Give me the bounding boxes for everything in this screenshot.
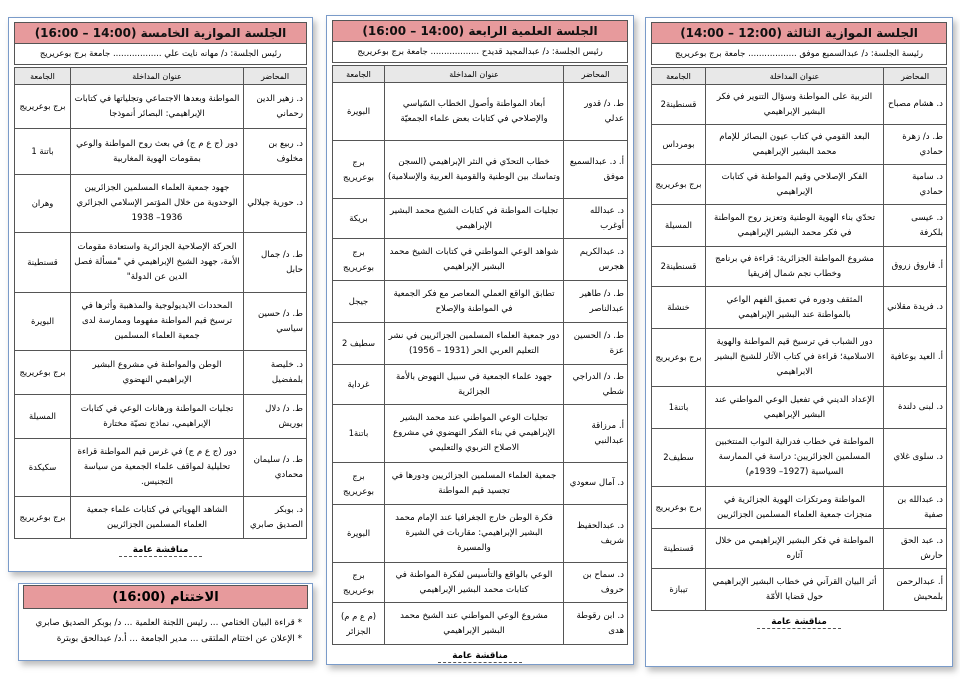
speaker: د. سماح بن حروف [564,563,628,603]
table-row [333,405,628,463]
university: برج بوعريريج [15,351,71,395]
speaker: ط. د/ الحسين عزة [564,323,628,365]
university: سكيكدة [15,439,71,497]
university: المسيلة [15,395,71,439]
speaker: أ. فاروق زروق [884,247,947,287]
university: باتنة 1 [15,129,71,175]
table-row [652,529,947,569]
session-table [651,67,947,611]
session-panel-third [645,17,953,667]
talk-title: المواطنة في فكر البشير الإبراهيمي من خلال آثاره [706,529,884,569]
table-row [15,233,307,293]
session-chair: رئيس الجلسة: د/ مهانه نايت علي .................. جامعة برج بوعريريج [14,44,307,65]
university: برج بوعريريج [333,141,385,199]
table-row [333,563,628,603]
speaker: د. لبنى دلندة [884,387,947,429]
university: برج بوعريريج [333,563,385,603]
table-row [15,175,307,233]
table-row [15,85,307,129]
table-row [333,199,628,239]
speaker: د. عبدالحفيظ شريف [564,505,628,563]
talk-title: دور جمعية العلماء المسلمين الجزائريين في نشر التعليم العربي الحر (1931 – 1956) [385,323,564,365]
university: تيبازة [652,569,706,611]
university: (م ع م م) الجزائر [333,603,385,645]
table-row [333,463,628,505]
speaker: د. عبد الحق حارش [884,529,947,569]
table-row [652,287,947,329]
table-row [652,165,947,205]
session-panel-fourth [326,15,634,665]
general-discussion [9,545,312,555]
talk-title: المواطنة في خطاب فدرالية النواب المنتخبين المسلمين الجزائريين: دراسة في الممارسة السياسية (1927– 1939م) [706,429,884,487]
university: قسنطينة [652,529,706,569]
closing-panel [18,583,313,661]
session-table [14,67,307,539]
table-row [652,125,947,165]
talk-title: فكرة الوطن خارج الجغرافيا عند الإمام محمد البشير الإبراهيمي: مقاربات في الشيرة والمسيرة [385,505,564,563]
university: بريكة [333,199,385,239]
table-row [652,329,947,387]
table-row [333,603,628,645]
table-row [15,439,307,497]
table-row [652,429,947,487]
university: باتنة1 [333,405,385,463]
talk-title: دور (ج ع م ج) في غرس قيم المواطنة قراءة تحليلية لمواقف علماء الجمعية من سياسة التجنيس. [71,439,244,497]
university: برج بوعريريج [15,497,71,539]
speaker: د. خليصة بلمفضيل [244,351,307,395]
university: برج بوعريريج [15,85,71,129]
table-row [15,129,307,175]
talk-title: الإعداد الديني في تفعيل الوعي المواطني عند البشير الإبراهيمي [706,387,884,429]
general-discussion-label: مناقشة عامة [438,651,522,663]
speaker: أ. مرزاقة عبدالنبي [564,405,628,463]
header-university: الجامعة [333,66,385,83]
header-speaker: المحاضر [244,68,307,85]
talk-title: المثقف ودوره في تعميق الفهم الواعي بالمواطنة عند البشير الإبراهيمي [706,287,884,329]
header-speaker: المحاضر [564,66,628,83]
speaker: د. هشام مصباح [884,85,947,125]
table-row [652,205,947,247]
university: برج بوعريريج [652,487,706,529]
university: برج بوعريريج [652,329,706,387]
session-chair: رئيسة الجلسة: د/ عبدالسميع موفق .................. جامعة برج بوعريريج [651,44,947,65]
university: البويرة [15,293,71,351]
speaker: د. عيسى بلكرفة [884,205,947,247]
table-row [652,487,947,529]
header-university: الجامعة [652,68,706,85]
table-row [333,239,628,281]
talk-title: تطابق الواقع العملي المعاصر مع فكر الجمعية في المواطنة والإصلاح [385,281,564,323]
header-title: عنوان المداخلة [71,68,244,85]
closing-title: الاختتام (16:00) [23,585,308,609]
speaker: ط. د/ زهرة حمادي [884,125,947,165]
speaker: د. ابن رقوطة هدى [564,603,628,645]
general-discussion [327,651,633,661]
table-row [652,387,947,429]
university: بومرداس [652,125,706,165]
session-title: الجلسة العلمية الرابعة (14:00 – 16:00) [332,20,628,42]
table-row [15,293,307,351]
session-panel-fifth [8,17,313,572]
talk-title: المحددات الايديولوجية والمذهبية وأثرها في ترسيخ قيم المواطنة مفهوما وممارسة لدى جمعية العلماء المسلمين [71,293,244,351]
university: سطيف 2 [333,323,385,365]
speaker: أ. العيد بوعافية [884,329,947,387]
talk-title: جهود علماء الجمعية في سبيل النهوض بالأمة الجزائرية [385,365,564,405]
general-discussion [646,617,952,627]
talk-title: التربية على المواطنة وسؤال التنوير في فكر البشير الإبراهيمي [706,85,884,125]
talk-title: البعد القومي في كتاب عيون البصائر للإمام محمد البشير الإبراهيمي [706,125,884,165]
speaker: ط. د/ قدور عدلي [564,83,628,141]
speaker: د. عبدالله أوغرب [564,199,628,239]
speaker: د. آمال سعودي [564,463,628,505]
list-item: * الإعلان عن اختتام الملتقى ... مدير الجامعة ... أ.د/ عبدالحق بوبترة [25,631,302,647]
talk-title: الوعي بالواقع والتأسيس لفكرة المواطنة في كتابات محمد البشير الإبراهيمي [385,563,564,603]
table-row [652,85,947,125]
speaker: د. حورية جيلالي [244,175,307,233]
speaker: ط. د/ الدراجي شطي [564,365,628,405]
talk-title: جهود جمعية العلماء المسلمين الجزائريين الوحدوية من خلال المؤتمر الإسلامي الجزائري 1936– 1938 [71,175,244,233]
table-row [333,141,628,199]
university: برج بوعريريج [333,239,385,281]
talk-title: تجليات المواطنة ورهانات الوعي في كتابات الإبراهيمي، نماذج نصيّة مختارة [71,395,244,439]
table-row [15,395,307,439]
talk-title: المواطنة ومرتكزات الهوية الجزائرية في منجزات جمعية العلماء المسلمين الجزائريين [706,487,884,529]
university: باتنة1 [652,387,706,429]
table-row [333,323,628,365]
talk-title: تحدّي بناء الهوية الوطنية وتعزيز روح المواطنة في فكر محمد البشير الإبراهيمي [706,205,884,247]
speaker: ط. د/ طاهير عبدالناصر [564,281,628,323]
header-speaker: المحاضر [884,68,947,85]
talk-title: دور (ج ع م ج) في بعث روح المواطنة والوعي بمقومات الهوية المغاربية [71,129,244,175]
talk-title: مشروع المواطنة الجزائرية: قراءة في برنامج وخطاب نجم شمال إفريقيا [706,247,884,287]
talk-title: دور الشباب في ترسيخ قيم المواطنة والهوية الاسلامية؛ قراءة في كتاب الآثار للشيخ البشير الابراهيمي [706,329,884,387]
table-row [333,505,628,563]
speaker: ط. د/ دلال بوريش [244,395,307,439]
list-item: * قراءة البيان الختامي ... رئيس اللجنة العلمية ... د/ بوبكر الصديق صابري [25,615,302,631]
speaker: د. فريدة مقلاني [884,287,947,329]
university: برج بوعريريج [652,165,706,205]
talk-title: مشروع الوعي المواطني عند الشيخ محمد البشير الإبراهيمي [385,603,564,645]
talk-title: الوطن والمواطنة في مشروع البشير الإبراهيمي النهضوي [71,351,244,395]
speaker: د. سامية حمادي [884,165,947,205]
speaker: د. بوبكر الصديق صابري [244,497,307,539]
speaker: د. سلوى غلاي [884,429,947,487]
table-row [333,365,628,405]
session-title: الجلسة الموازية الثالثة (12:00 – 14:00) [651,22,947,44]
table-row [15,497,307,539]
university: خنشلة [652,287,706,329]
speaker: أ. عبدالرحمن بلمحيش [884,569,947,611]
speaker: د. زهير الدين رحماني [244,85,307,129]
university: غرداية [333,365,385,405]
closing-list [25,615,302,647]
general-discussion-label: مناقشة عامة [757,617,841,629]
speaker: د. ربيع بن مخلوف [244,129,307,175]
session-title: الجلسة الموازية الخامسة (14:00 – 16:00) [14,22,307,44]
talk-title: تجليات الوعي المواطني عند محمد البشير الإبراهيمي في بناء الفكر النهضوي في مشروع الاصلاح التربوي والتعليمي [385,405,564,463]
talk-title: الفكر الإصلاحي وقيم المواطنة في كتابات الإبراهيمي [706,165,884,205]
talk-title: شواهد الوعي المواطني في كتابات الشيخ محمد البشير الإبراهيمي [385,239,564,281]
talk-title: خطاب التحدّي في النثر الإبراهيمي (السجن وتماسك بين الوطنية والقومية العربية والإسلامية) [385,141,564,199]
speaker: ط. د/ حسين سياسي [244,293,307,351]
university: سطيف2 [652,429,706,487]
university: قسنطينة [15,233,71,293]
table-row [333,83,628,141]
header-university: الجامعة [15,68,71,85]
university: البويرة [333,83,385,141]
talk-title: الحركة الإصلاحية الجزائرية واستعادة مقومات الأمة، جهود الشيخ الإبراهيمي في "مسألة فصل الدين عن الدولة" [71,233,244,293]
talk-title: أثر البيان القرآني في خطاب البشير الإبراهيمي حول قضايا الأمّة [706,569,884,611]
session-chair: رئيس الجلسة: د/ عبدالمجيد قديدح .................. جامعة برج بوعريريج [332,42,628,63]
talk-title: الشاهد الهوياتي في كتابات علماء جمعية العلماء المسلمين الجزائريين [71,497,244,539]
speaker: أ. د. عبدالسميع موفق [564,141,628,199]
university: قسنطينة2 [652,85,706,125]
university: برج بوعريريج [333,463,385,505]
university: البويرة [333,505,385,563]
speaker: ط. د/ جمال حابل [244,233,307,293]
university: المسيلة [652,205,706,247]
speaker: د. عبدالله بن صفية [884,487,947,529]
header-title: عنوان المداخلة [385,66,564,83]
general-discussion-label: مناقشة عامة [119,545,203,557]
speaker: ط. د/ سليمان محمادي [244,439,307,497]
university: وهران [15,175,71,233]
university: جيجل [333,281,385,323]
header-title: عنوان المداخلة [706,68,884,85]
talk-title: أبعاد المواطنة وأصول الخطاب السّياسي والإصلاحي في كتابات بعض علماء الجمعيّة [385,83,564,141]
talk-title: جمعية العلماء المسلمين الجزائريين ودورها في تجسيد قيم المواطنة [385,463,564,505]
university: قسنطينة2 [652,247,706,287]
speaker: د. عبدالكريم هجرس [564,239,628,281]
table-row [652,569,947,611]
table-row [652,247,947,287]
talk-title: المواطنة وبعدها الاجتماعي وتجلياتها في كتابات الإبراهيمي: البصائر أنموذجا [71,85,244,129]
table-row [333,281,628,323]
session-table [332,65,628,645]
table-row [15,351,307,395]
talk-title: تجليات المواطنة في كتابات الشيخ محمد البشير الإبراهيمي [385,199,564,239]
